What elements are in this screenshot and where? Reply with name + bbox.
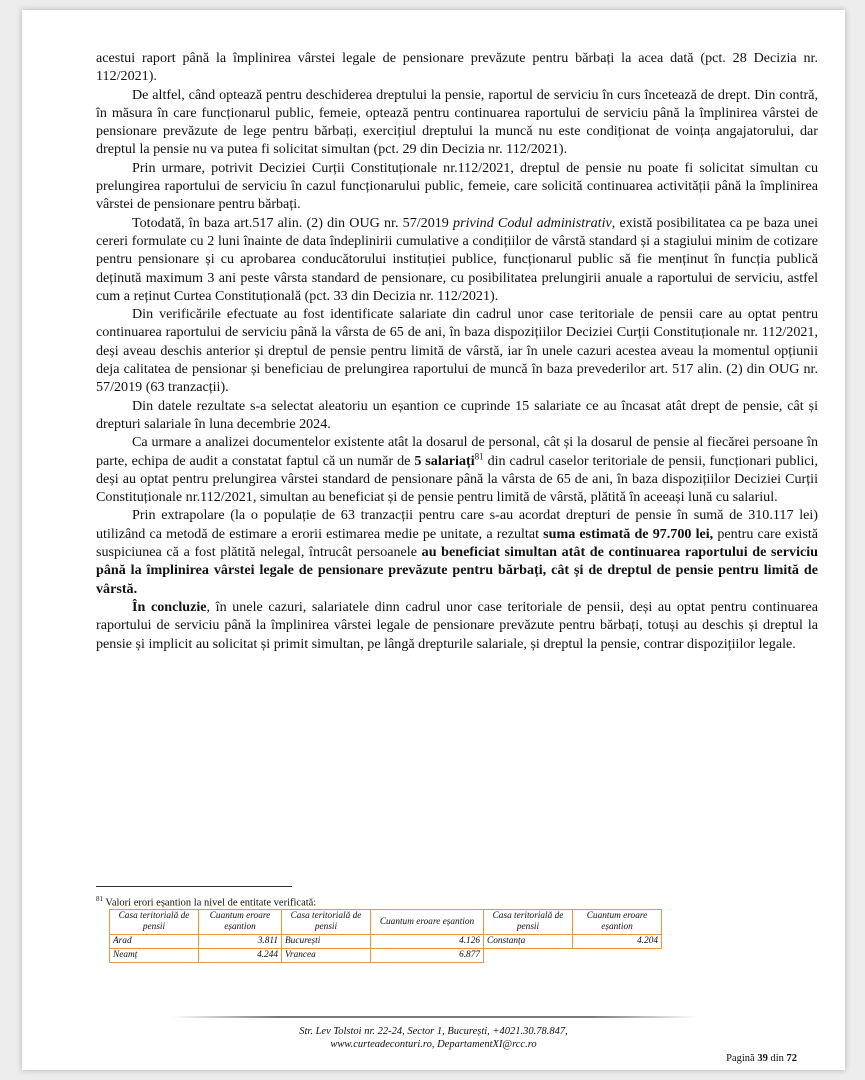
table-header-row <box>110 910 662 935</box>
table-cell: 4.126 <box>371 935 484 949</box>
table-header: Casa teritorială de pensii <box>484 910 573 935</box>
text-run: din cadrul caselor teritoriale de pensii, funcționari publici, deși au optat pentru prelungirea vârstei standard de pensionare până la vârsta de 65 de ani, în baza dispozițiilor Deciziei Curții Constituționale nr.112/2021, simultan au beneficiat și de pensie pentru limită de vârstă, plătită în aceeași lună cu salariul. <box>96 452 818 506</box>
paragraph <box>96 214 818 305</box>
footnote-separator <box>96 886 292 887</box>
table-cell: Vrancea <box>282 949 371 963</box>
paragraph: Din verificările efectuate au fost identificate salariate din cadrul unor case teritoriale de pensii care au optat pentru continuarea raportului de serviciu până la vârsta de 65 de ani, în baza dispozițiilor Deciziei Curții Constituționale nr. 112/2021, deși aveau deschis anterior și dreptul de pensie pentru limită de vârstă, iar în unele cazuri acestea aveau la momentul opțiunii deja calitatea de pensionar și beneficiau de prelungirea raportului de muncă în baza prevederilor art. 517 alin. (2) din OUG nr. 57/2019 (63 tranzacții). <box>96 306 818 396</box>
document-page <box>22 10 845 1070</box>
table-header: Cuantum eroare eșantion <box>371 910 484 935</box>
footnote-text: Valori erori eșantion la nivel de entitate verificată: <box>103 897 317 909</box>
text-run: pentru care există suspiciunea că a fost plătită nelegal, întrucât persoanele <box>96 525 819 561</box>
text-run: Totodată, în baza art.517 alin. (2) din OUG nr. 57/2019 <box>132 214 454 231</box>
table-row <box>110 949 662 963</box>
table-cell: 4.244 <box>199 949 282 963</box>
empty-cell <box>573 949 662 963</box>
paragraph: De altfel, când optează pentru deschiderea dreptului la pensie, raportul de serviciu în curs încetează de drept. Din contră, în măsura în care funcționarul public, femeie, optează pentru continuarea raportului de serviciu până la împlinirea vârstei de pensionare prevăzute de lege pentru bărbați, exercițiul dreptului la muncă nu este condiționat de voința angajatorului, dar dreptul la pensie nu va putea fi solicitat simultan (pct. 29 din Decizia nr. 112/2021). <box>96 86 818 158</box>
text-run: , în unele cazuri, salariatele dinn cadrul unor case teritoriale de pensii, deși au optat pentru continuarea raportului de serviciu până la împlinirea vârstei legale de pensionare prevăzute pentru bărbați, totuși au deschis și dreptul la pensie și implicit au solicitat și primit simultan, pe lângă drepturile salariale, și dreptul la pensie, contrar dispozițiilor legale. <box>96 598 818 652</box>
table-header: Cuantum eroare eșantion <box>573 910 662 935</box>
footer-address <box>22 1025 845 1051</box>
table-cell: Neamț <box>110 949 199 963</box>
table-cell: Arad <box>110 935 199 949</box>
paragraph <box>96 433 818 506</box>
bold-text: 5 salariați <box>414 452 475 469</box>
table-cell: 4.204 <box>573 935 662 949</box>
table-row <box>110 935 662 949</box>
page-current: 39 <box>757 1053 768 1064</box>
text-run: Prin extrapolare (la o populație de 63 tranzacții pentru care s-au acordat drepturi de pensie în sumă de 310.117 lei) utilizând ca metodă de estimare a erorii estimarea medie pe unitate, a rezultat <box>96 507 818 542</box>
paragraph: Prin urmare, potrivit Deciziei Curții Constituționale nr.112/2021, dreptul de pensie nu poate fi solicitat simultan cu prelungirea raportului de serviciu în cazul funcționarului public, femeie, care solicită continuarea activității până la împlinirea vârstei de pensionare pentru bărbați. <box>96 159 818 213</box>
table-cell: Constanța <box>484 935 573 949</box>
table-cell: 3.811 <box>199 935 282 949</box>
paragraph: acestui raport până la împlinirea vârstei legale de pensionare prevăzute pentru bărbați la acea dată (pct. 28 Decizia nr. 112/2021). <box>96 50 818 85</box>
table-header: Casa teritorială de pensii <box>110 910 199 935</box>
bold-text: suma estimată de 97.700 lei, <box>543 525 714 542</box>
footnote-reference[interactable]: 81 <box>474 450 484 461</box>
empty-cell <box>484 949 573 963</box>
footer-web-line: www.curteadeconturi.ro, DepartamentXI@rcc.ro <box>330 1039 537 1050</box>
paragraph: Din datele rezultate s-a selectat aleatoriu un eșantion ce cuprinde 15 salariate ce au încasat atât drept de pensie, cât și drepturi salariale în luna decembrie 2024. <box>96 397 818 432</box>
table-cell: 6.877 <box>371 949 484 963</box>
law-title: privind Codul administrativ <box>453 214 612 231</box>
page-separator: din <box>770 1053 784 1064</box>
paragraph <box>96 598 818 653</box>
table-header: Casa teritorială de pensii <box>282 910 371 935</box>
error-table <box>109 909 662 963</box>
paragraph <box>96 506 818 597</box>
page-label: Pagină <box>726 1053 755 1064</box>
footnote-number: 81 <box>96 895 103 903</box>
footer-separator <box>172 1016 697 1018</box>
page-total: 72 <box>786 1053 797 1064</box>
text-run: , există posibilitatea ca pe baza unei cereri formulate cu 2 luni înainte de data îndeplinirii cumulative a condițiilor de vârstă standard și a stagiului minim de cotizare pentru pensionare și cu aprobarea conducătorului instituției publice, funcționarul public să fie menținut în funcția publică deținută maximum 3 ani peste vârsta standard de pensionare, cu posibilitatea prelungirii anuale a raportului de serviciu, astfel cum a reținut Curtea Constituțională (pct. 33 din Decizia nr. 112/2021). <box>96 214 818 304</box>
text-run: Ca urmare a analizei documentelor existente atât la dosarul de personal, cât și la dosarul de pensie al fiecărei persoane în parte, echipa de audit a constatat faptul că un număr de <box>96 434 818 469</box>
footer-address-line: Str. Lev Tolstoi nr. 22-24, Sector 1, București, +4021.30.78.847, <box>299 1026 568 1037</box>
table-cell: București <box>282 935 371 949</box>
bold-text: au beneficiat simultan atât de continuarea raportului de serviciu până la împlinirea vârstei legale de pensionare prevăzute pentru bărbați, cât și de dreptul de pensie pentru limită de vârstă. <box>96 544 818 597</box>
table-header: Cuantum eroare eșantion <box>199 910 282 935</box>
footnote <box>96 893 316 910</box>
body-text <box>96 49 818 653</box>
page-number <box>726 1053 797 1064</box>
bold-text: În concluzie <box>132 598 207 615</box>
